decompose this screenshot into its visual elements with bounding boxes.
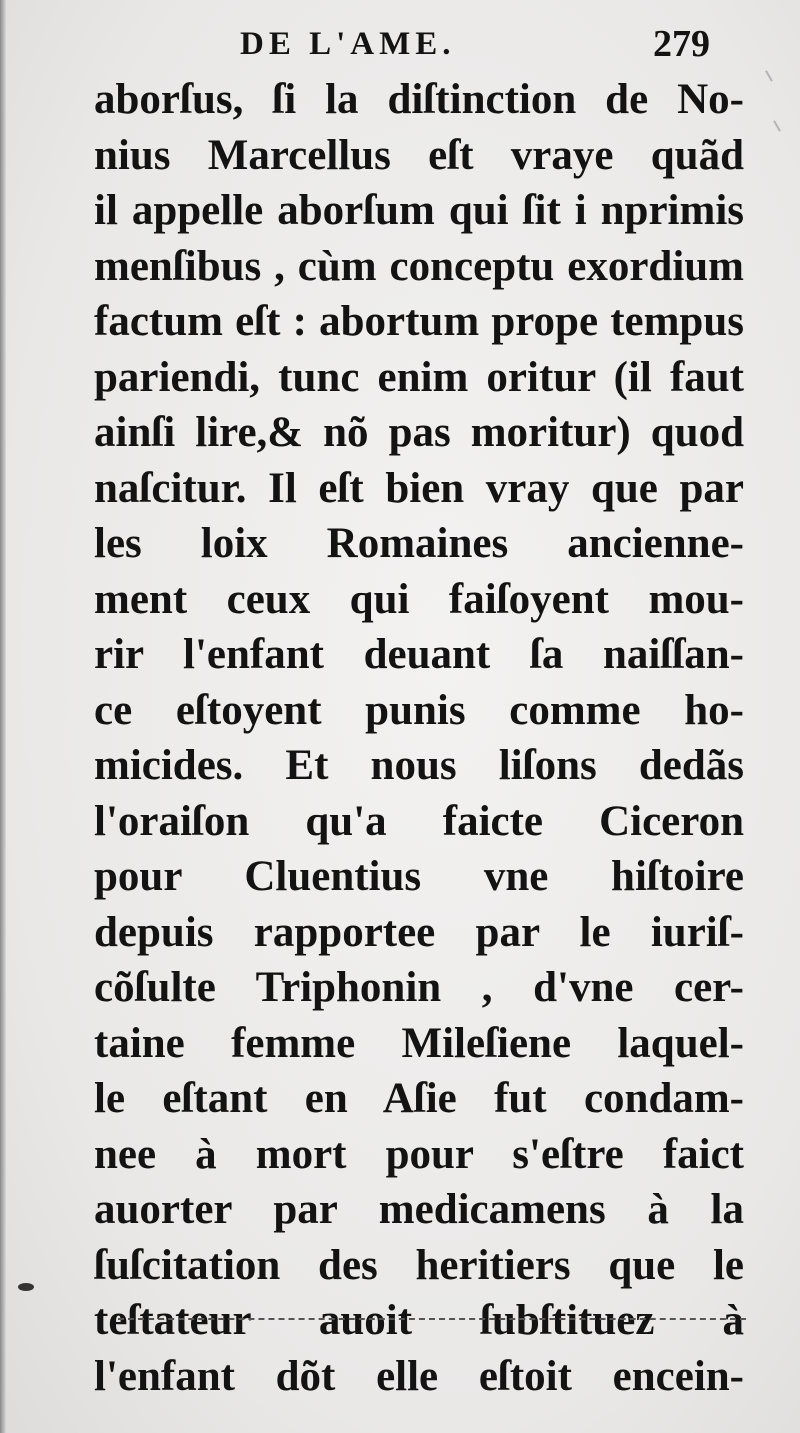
text-line: les loix Romaines ancienne- [94,520,744,567]
bottom-rule [118,1318,746,1320]
page-header [240,23,710,70]
text-line: ainſi lire,& nõ pas moritur) quod [94,409,744,456]
page-number: 279 [653,23,710,65]
margin-tick-mark [773,120,781,131]
margin-tick-mark [765,70,773,81]
text-line: menſibus , cùm conceptu exordium [94,242,744,290]
text-line: pour Cluentius vne hiſtoire [94,853,744,900]
text-line: ce eſtoyent punis comme ho- [94,686,744,734]
page-gutter-shadow [0,0,6,1433]
text-line: nee à mort pour s'eſtre faict [94,1130,744,1178]
text-line: taine femme Mileſiene laquel- [94,1019,744,1067]
text-line: pariendi, tunc enim oritur (il faut [94,353,744,401]
text-line: il appelle aborſum qui ſit i nprimis [94,187,744,234]
text-line: l'enfant dõt elle eſtoit encein- [94,1352,744,1400]
text-line: depuis rapportee par le iuriſ- [94,908,744,956]
text-line: ment ceux qui faiſoyent mou- [94,575,744,623]
text-line: rir l'enfant deuant ſa naiſſan- [94,631,744,678]
text-line: le eſtant en Aſie fut condam- [94,1075,744,1122]
text-line: aborſus, ſi la diſtinction de No- [94,76,744,123]
text-line: micides. Et nous liſons dedãs [94,742,744,789]
text-line: auorter par medicamens à la [94,1186,744,1233]
running-head: DE L'AME. [240,26,456,62]
text-line: naſcitur. Il eſt bien vray que par [94,464,744,512]
text-line: nius Marcellus eſt vraye quãd [94,131,744,179]
text-line: l'oraiſon qu'a faicte Ciceron [94,797,744,845]
text-line: ſuſcitation des heritiers que le [94,1241,744,1289]
text-line: cõſulte Triphonin , d'vne cer- [94,964,744,1011]
body-text [94,72,744,1404]
text-line: factum eſt : abortum prope tempus [94,298,744,345]
margin-ink-mark [18,1283,34,1291]
text-line: teſtateur auoit ſubſtituez à [94,1297,744,1344]
